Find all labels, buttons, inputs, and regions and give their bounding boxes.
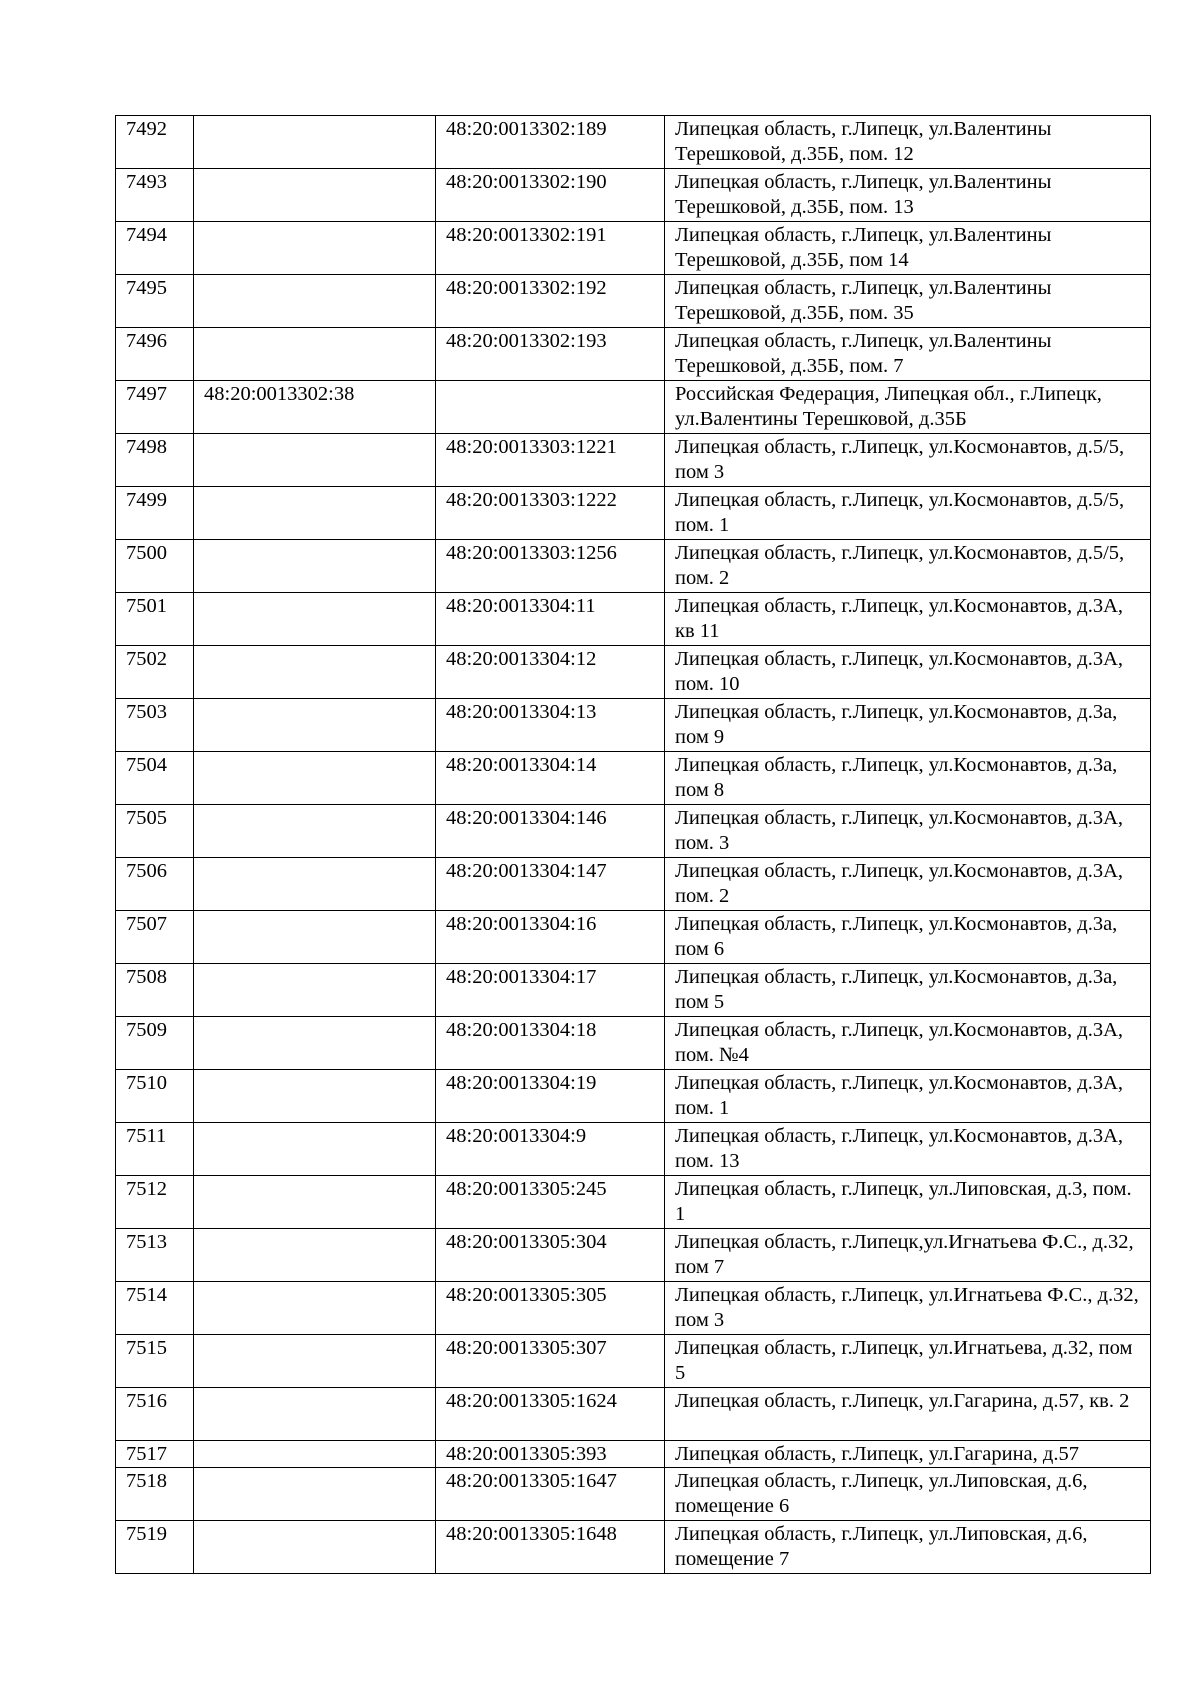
row-number-cell: 7505	[116, 805, 194, 858]
row-number-cell: 7512	[116, 1176, 194, 1229]
object-cadastral-number-cell: 48:20:0013302:193	[436, 328, 665, 381]
row-number-cell: 7493	[116, 169, 194, 222]
land-cadastral-number-cell: 48:20:0013302:38	[194, 381, 436, 434]
object-cadastral-number-cell: 48:20:0013304:9	[436, 1123, 665, 1176]
row-number-cell: 7502	[116, 646, 194, 699]
land-cadastral-number-cell	[194, 1282, 436, 1335]
row-number-cell: 7492	[116, 116, 194, 169]
table-row	[116, 222, 1151, 275]
registry-table-body	[116, 116, 1151, 1574]
table-row	[116, 434, 1151, 487]
object-cadastral-number-cell: 48:20:0013304:146	[436, 805, 665, 858]
object-cadastral-number-cell: 48:20:0013304:147	[436, 858, 665, 911]
object-cadastral-number-cell: 48:20:0013304:17	[436, 964, 665, 1017]
row-number-cell: 7515	[116, 1335, 194, 1388]
table-row	[116, 699, 1151, 752]
address-cell: Липецкая область, г.Липецк, ул.Космонавтов, д.3А, пом. №4	[665, 1017, 1151, 1070]
object-cadastral-number-cell: 48:20:0013305:1624	[436, 1388, 665, 1441]
table-row	[116, 1229, 1151, 1282]
table-row	[116, 381, 1151, 434]
land-cadastral-number-cell	[194, 1123, 436, 1176]
row-number-cell: 7500	[116, 540, 194, 593]
row-number-cell: 7499	[116, 487, 194, 540]
address-cell: Липецкая область, г.Липецк, ул.Валентины Терешковой, д.35Б, пом. 7	[665, 328, 1151, 381]
land-cadastral-number-cell	[194, 964, 436, 1017]
table-row	[116, 1335, 1151, 1388]
row-number-cell: 7519	[116, 1521, 194, 1574]
row-number-cell: 7511	[116, 1123, 194, 1176]
address-cell: Липецкая область, г.Липецк,ул.Игнатьева Ф.С., д.32, пом 7	[665, 1229, 1151, 1282]
land-cadastral-number-cell	[194, 169, 436, 222]
address-cell: Российская Федерация, Липецкая обл., г.Липецк, ул.Валентины Терешковой, д.35Б	[665, 381, 1151, 434]
table-row	[116, 1388, 1151, 1441]
table-row	[116, 275, 1151, 328]
address-cell: Липецкая область, г.Липецк, ул.Гагарина, д.57	[665, 1441, 1151, 1468]
address-cell: Липецкая область, г.Липецк, ул.Космонавтов, д.3А, пом. 2	[665, 858, 1151, 911]
object-cadastral-number-cell: 48:20:0013303:1256	[436, 540, 665, 593]
object-cadastral-number-cell: 48:20:0013302:191	[436, 222, 665, 275]
land-cadastral-number-cell	[194, 1070, 436, 1123]
land-cadastral-number-cell	[194, 699, 436, 752]
address-cell: Липецкая область, г.Липецк, ул.Космонавтов, д.3А, пом. 3	[665, 805, 1151, 858]
address-cell: Липецкая область, г.Липецк, ул.Игнатьева, д.32, пом 5	[665, 1335, 1151, 1388]
table-row	[116, 116, 1151, 169]
address-cell: Липецкая область, г.Липецк, ул.Космонавтов, д.3а, пом 5	[665, 964, 1151, 1017]
address-cell: Липецкая область, г.Липецк, ул.Игнатьева Ф.С., д.32, пом 3	[665, 1282, 1151, 1335]
row-number-cell: 7501	[116, 593, 194, 646]
address-cell: Липецкая область, г.Липецк, ул.Космонавтов, д.3А, пом. 10	[665, 646, 1151, 699]
row-number-cell: 7509	[116, 1017, 194, 1070]
object-cadastral-number-cell: 48:20:0013304:14	[436, 752, 665, 805]
table-row	[116, 593, 1151, 646]
address-cell: Липецкая область, г.Липецк, ул.Космонавтов, д.5/5, пом. 2	[665, 540, 1151, 593]
row-number-cell: 7506	[116, 858, 194, 911]
table-row	[116, 752, 1151, 805]
table-row	[116, 1282, 1151, 1335]
object-cadastral-number-cell: 48:20:0013305:307	[436, 1335, 665, 1388]
table-row	[116, 1123, 1151, 1176]
land-cadastral-number-cell	[194, 1521, 436, 1574]
object-cadastral-number-cell: 48:20:0013302:192	[436, 275, 665, 328]
object-cadastral-number-cell: 48:20:0013305:1648	[436, 1521, 665, 1574]
address-cell: Липецкая область, г.Липецк, ул.Липовская, д.6, помещение 7	[665, 1521, 1151, 1574]
address-cell: Липецкая область, г.Липецк, ул.Космонавтов, д.3а, пом 9	[665, 699, 1151, 752]
table-row	[116, 805, 1151, 858]
table-row	[116, 487, 1151, 540]
registry-table	[115, 115, 1151, 1574]
row-number-cell: 7517	[116, 1441, 194, 1468]
table-row	[116, 1176, 1151, 1229]
object-cadastral-number-cell: 48:20:0013304:16	[436, 911, 665, 964]
object-cadastral-number-cell: 48:20:0013304:18	[436, 1017, 665, 1070]
address-cell: Липецкая область, г.Липецк, ул.Космонавтов, д.3А, пом. 1	[665, 1070, 1151, 1123]
row-number-cell: 7510	[116, 1070, 194, 1123]
object-cadastral-number-cell: 48:20:0013305:393	[436, 1441, 665, 1468]
row-number-cell: 7504	[116, 752, 194, 805]
address-cell: Липецкая область, г.Липецк, ул.Липовская, д.3, пом. 1	[665, 1176, 1151, 1229]
table-row	[116, 1441, 1151, 1468]
table-row	[116, 964, 1151, 1017]
address-cell: Липецкая область, г.Липецк, ул.Валентины Терешковой, д.35Б, пом. 13	[665, 169, 1151, 222]
object-cadastral-number-cell: 48:20:0013305:305	[436, 1282, 665, 1335]
address-cell: Липецкая область, г.Липецк, ул.Валентины Терешковой, д.35Б, пом. 35	[665, 275, 1151, 328]
row-number-cell: 7496	[116, 328, 194, 381]
address-cell: Липецкая область, г.Липецк, ул.Космонавтов, д.3а, пом 6	[665, 911, 1151, 964]
land-cadastral-number-cell	[194, 1176, 436, 1229]
object-cadastral-number-cell: 48:20:0013303:1221	[436, 434, 665, 487]
table-row	[116, 911, 1151, 964]
land-cadastral-number-cell	[194, 752, 436, 805]
table-row	[116, 328, 1151, 381]
land-cadastral-number-cell	[194, 116, 436, 169]
land-cadastral-number-cell	[194, 1441, 436, 1468]
table-row	[116, 1070, 1151, 1123]
land-cadastral-number-cell	[194, 805, 436, 858]
address-cell: Липецкая область, г.Липецк, ул.Космонавтов, д.3а, пом 8	[665, 752, 1151, 805]
table-row	[116, 1017, 1151, 1070]
object-cadastral-number-cell	[436, 381, 665, 434]
land-cadastral-number-cell	[194, 858, 436, 911]
row-number-cell: 7518	[116, 1468, 194, 1521]
row-number-cell: 7495	[116, 275, 194, 328]
address-cell: Липецкая область, г.Липецк, ул.Липовская, д.6, помещение 6	[665, 1468, 1151, 1521]
address-cell: Липецкая область, г.Липецк, ул.Космонавтов, д.3А, кв 11	[665, 593, 1151, 646]
row-number-cell: 7516	[116, 1388, 194, 1441]
land-cadastral-number-cell	[194, 1468, 436, 1521]
address-cell: Липецкая область, г.Липецк, ул.Валентины Терешковой, д.35Б, пом. 12	[665, 116, 1151, 169]
object-cadastral-number-cell: 48:20:0013302:189	[436, 116, 665, 169]
object-cadastral-number-cell: 48:20:0013304:11	[436, 593, 665, 646]
address-cell: Липецкая область, г.Липецк, ул.Гагарина, д.57, кв. 2	[665, 1388, 1151, 1441]
land-cadastral-number-cell	[194, 1388, 436, 1441]
object-cadastral-number-cell: 48:20:0013304:12	[436, 646, 665, 699]
address-cell: Липецкая область, г.Липецк, ул.Космонавтов, д.5/5, пом 3	[665, 434, 1151, 487]
table-row	[116, 1468, 1151, 1521]
land-cadastral-number-cell	[194, 487, 436, 540]
object-cadastral-number-cell: 48:20:0013305:1647	[436, 1468, 665, 1521]
object-cadastral-number-cell: 48:20:0013302:190	[436, 169, 665, 222]
row-number-cell: 7498	[116, 434, 194, 487]
table-row	[116, 540, 1151, 593]
row-number-cell: 7513	[116, 1229, 194, 1282]
land-cadastral-number-cell	[194, 593, 436, 646]
land-cadastral-number-cell	[194, 434, 436, 487]
land-cadastral-number-cell	[194, 540, 436, 593]
table-row	[116, 858, 1151, 911]
row-number-cell: 7507	[116, 911, 194, 964]
address-cell: Липецкая область, г.Липецк, ул.Космонавтов, д.3А, пом. 13	[665, 1123, 1151, 1176]
object-cadastral-number-cell: 48:20:0013305:304	[436, 1229, 665, 1282]
land-cadastral-number-cell	[194, 275, 436, 328]
land-cadastral-number-cell	[194, 1017, 436, 1070]
table-row	[116, 1521, 1151, 1574]
land-cadastral-number-cell	[194, 646, 436, 699]
land-cadastral-number-cell	[194, 328, 436, 381]
object-cadastral-number-cell: 48:20:0013304:13	[436, 699, 665, 752]
row-number-cell: 7494	[116, 222, 194, 275]
land-cadastral-number-cell	[194, 1335, 436, 1388]
object-cadastral-number-cell: 48:20:0013304:19	[436, 1070, 665, 1123]
row-number-cell: 7497	[116, 381, 194, 434]
row-number-cell: 7514	[116, 1282, 194, 1335]
land-cadastral-number-cell	[194, 1229, 436, 1282]
object-cadastral-number-cell: 48:20:0013305:245	[436, 1176, 665, 1229]
row-number-cell: 7503	[116, 699, 194, 752]
land-cadastral-number-cell	[194, 911, 436, 964]
land-cadastral-number-cell	[194, 222, 436, 275]
row-number-cell: 7508	[116, 964, 194, 1017]
address-cell: Липецкая область, г.Липецк, ул.Валентины Терешковой, д.35Б, пом 14	[665, 222, 1151, 275]
table-row	[116, 646, 1151, 699]
table-row	[116, 169, 1151, 222]
address-cell: Липецкая область, г.Липецк, ул.Космонавтов, д.5/5, пом. 1	[665, 487, 1151, 540]
object-cadastral-number-cell: 48:20:0013303:1222	[436, 487, 665, 540]
